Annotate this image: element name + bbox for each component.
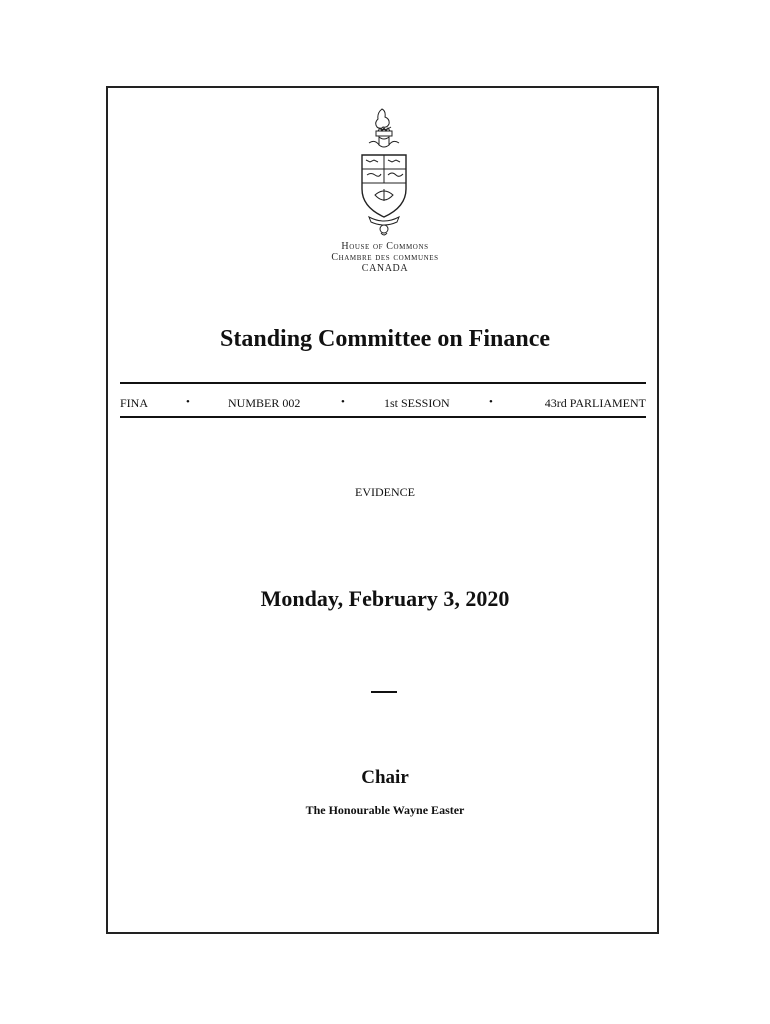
chair-name: The Honourable Wayne Easter (305, 803, 465, 817)
separator-dash (371, 691, 397, 693)
house-of-commons-label: House of Commons (341, 241, 429, 252)
chambre-des-communes-label: Chambre des communes (331, 252, 439, 263)
separator-bullet: • (341, 396, 345, 408)
document-type: EVIDENCE (355, 485, 415, 499)
meeting-number: NUMBER 002 (228, 396, 301, 410)
session-label: 1st SESSION (384, 396, 450, 410)
top-rule (120, 382, 646, 384)
separator-bullet: • (186, 396, 190, 408)
chair-heading: Chair (361, 767, 409, 788)
committee-title: Standing Committee on Finance (220, 326, 550, 352)
canada-label: CANADA (361, 263, 409, 274)
separator-bullet: • (489, 396, 493, 408)
bottom-rule (120, 416, 646, 418)
parliament-label: 43rd PARLIAMENT (544, 396, 646, 410)
committee-code: FINA (120, 396, 149, 410)
meeting-date: Monday, February 3, 2020 (260, 586, 510, 611)
coat-of-arms-icon (355, 105, 413, 239)
session-info-bar (120, 396, 646, 414)
